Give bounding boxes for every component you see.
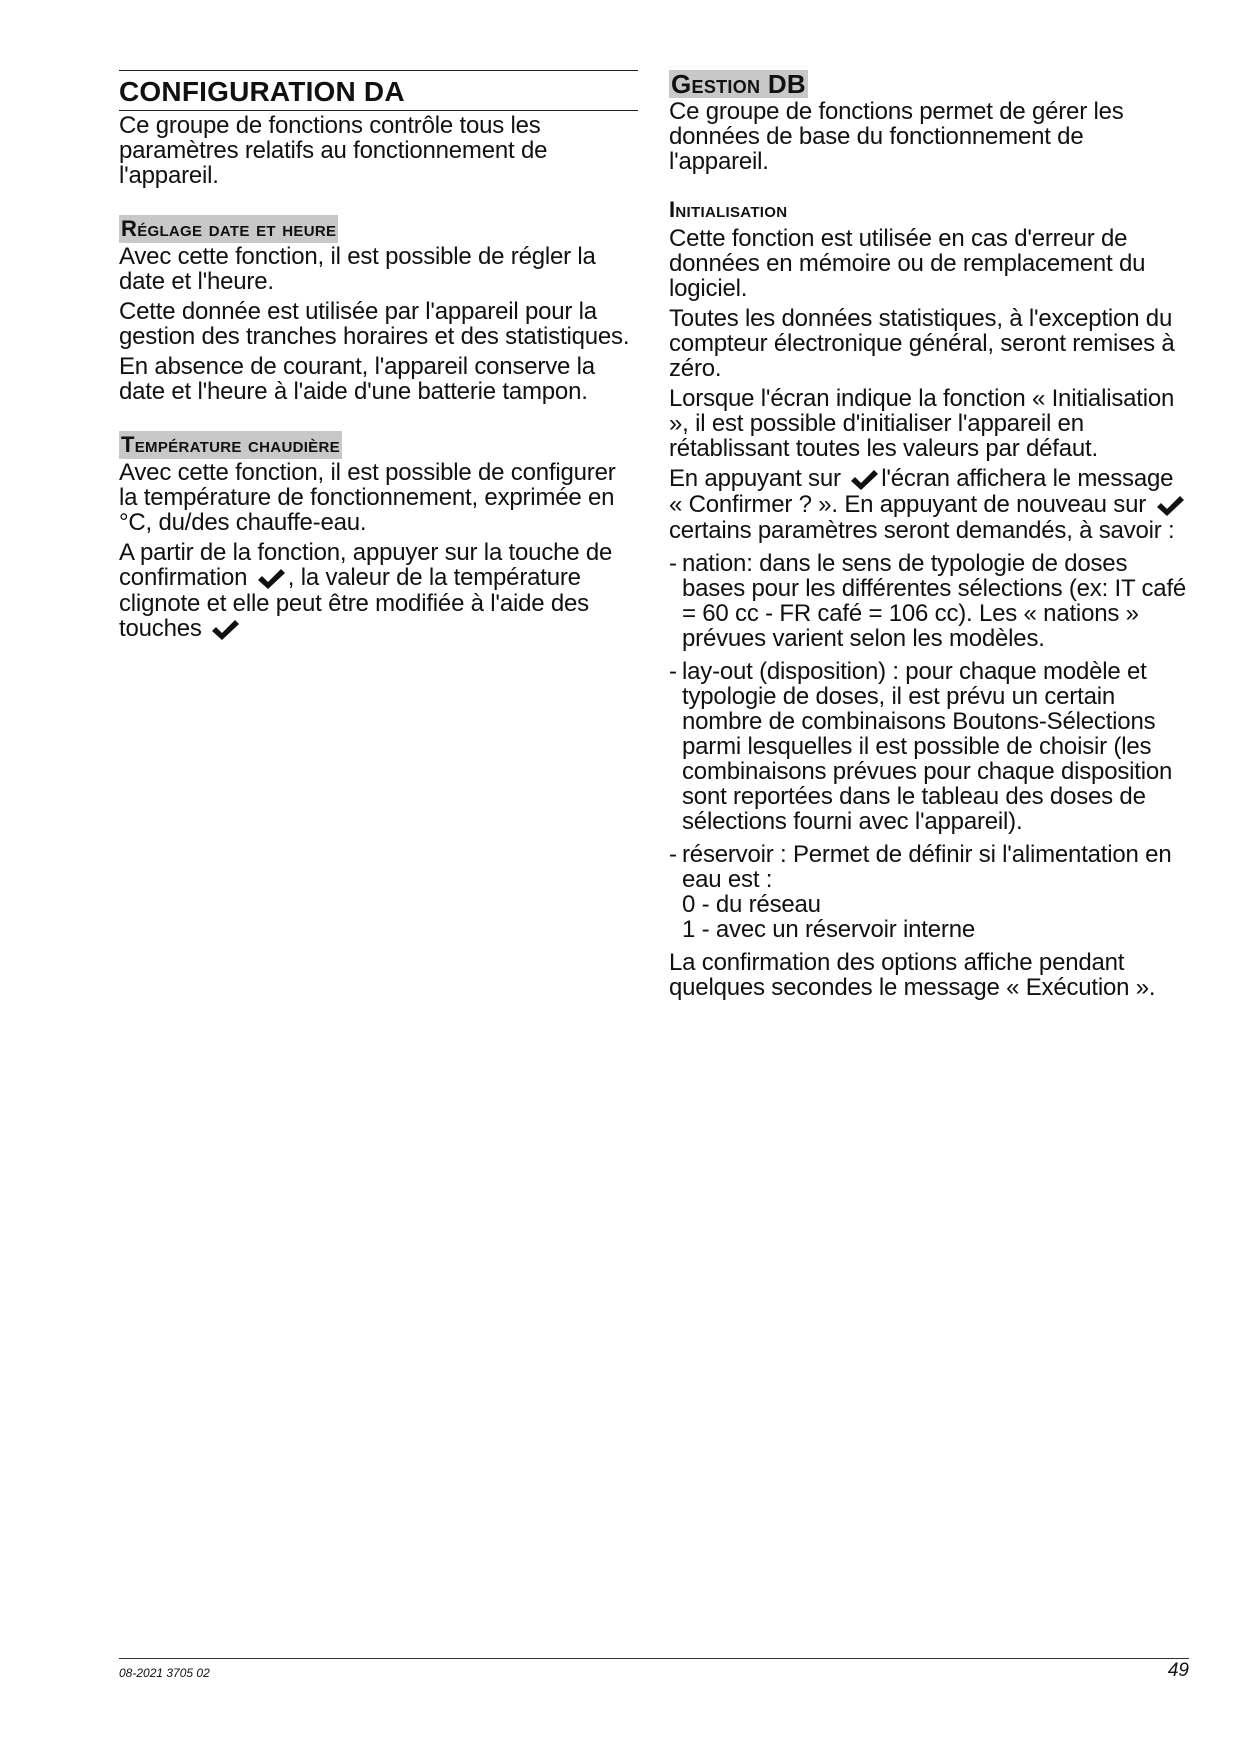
init-text-b: l'écran affichera le message « Confirmer ? ». En appuyant de nouveau sur <box>669 465 1174 518</box>
list-item-reservoir: réservoir : Permet de définir si l'alimentation en eau est : <box>682 841 1172 893</box>
temp-paragraph-1: Avec cette fonction, il est possible de configurer la température de fonctionnement, exprimée en °C, du/des chauffe-eau. <box>119 459 616 536</box>
temp-text-b: , la valeur de la température clignote et elle peut être modifiée à l'aide des touches <box>119 564 589 642</box>
list-item-nation: nation: dans le sens de typologie de doses bases pour les différentes sélections (ex: IT café = 60 cc - FR café = 106 cc). Les « nations » prévues varient selon les modèles. <box>682 550 1187 652</box>
heading-initialisation: Initialisation <box>669 197 788 222</box>
init-paragraph-2: Toutes les données statistiques, à l'exception du compteur électronique général, seront remises à zéro. <box>669 305 1175 382</box>
date-paragraph-2: Cette donnée est utilisée par l'appareil pour la gestion des tranches horaires et des statistiques. <box>119 298 630 350</box>
init-paragraph-5: La confirmation des options affiche pendant quelques secondes le message « Exécution ». <box>669 949 1156 1001</box>
init-text-a: En appuyant sur <box>669 465 841 492</box>
reservoir-option-0: 0 - du réseau <box>682 891 821 918</box>
init-text-c: certains paramètres seront demandés, à savoir : <box>669 517 1175 544</box>
list-item <box>669 842 1189 942</box>
gestion-intro: Ce groupe de fonctions permet de gérer les données de base du fonctionnement de l'appareil. <box>669 98 1124 175</box>
date-paragraph-1: Avec cette fonction, il est possible de régler la date et l'heure. <box>119 243 596 295</box>
list-item <box>669 659 1189 834</box>
right-column <box>669 70 1189 1005</box>
left-column <box>119 70 638 647</box>
init-paragraph-1: Cette fonction est utilisée en cas d'erreur de données en mémoire ou de remplacement du logiciel. <box>669 225 1146 302</box>
footer-rule <box>119 1658 1189 1659</box>
checkmark-icon <box>1155 494 1185 518</box>
temp-paragraph-2 <box>119 540 638 642</box>
init-paragraph-4 <box>669 466 1189 543</box>
title-rule <box>119 110 638 111</box>
list-item <box>669 551 1189 651</box>
list-dash: - <box>669 841 677 868</box>
heading-boiler-temperature: Température chaudière <box>121 432 340 457</box>
heading-date-time: Réglage date et heure <box>121 216 337 241</box>
checkmark-icon <box>210 618 240 642</box>
checkmark-icon <box>256 567 286 591</box>
parameter-list <box>669 551 1189 942</box>
section-title: CONFIGURATION DA <box>119 70 638 110</box>
checkmark-icon <box>849 468 879 492</box>
list-dash: - <box>669 550 677 577</box>
init-paragraph-3: Lorsque l'écran indique la fonction « Initialisation », il est possible d'initialiser l'appareil en rétablissant toutes les valeurs par défaut. <box>669 385 1175 462</box>
date-paragraph-3: En absence de courant, l'appareil conserve la date et l'heure à l'aide d'une batterie tampon. <box>119 353 595 405</box>
list-dash: - <box>669 658 677 685</box>
list-item-layout: lay-out (disposition) : pour chaque modèle et typologie de doses, il est prévu un certain nombre de combinaisons Boutons-Sélections parmi lesquelles il est possible de choisir (les combinaisons prévues pour chaque disposition sont reportées dans le tableau des doses de sélections fourni avec l'appareil). <box>682 658 1173 835</box>
page-number: 49 <box>1167 1660 1189 1681</box>
section-intro: Ce groupe de fonctions contrôle tous les paramètres relatifs au fonctionnement de l'appareil. <box>119 112 548 189</box>
temp-text-a: A partir de la fonction, appuyer sur la touche de confirmation <box>119 539 613 591</box>
heading-gestion-db: Gestion DB <box>671 69 807 99</box>
document-reference: 08-2021 3705 02 <box>119 1666 210 1680</box>
reservoir-option-1: 1 - avec un réservoir interne <box>682 916 976 943</box>
